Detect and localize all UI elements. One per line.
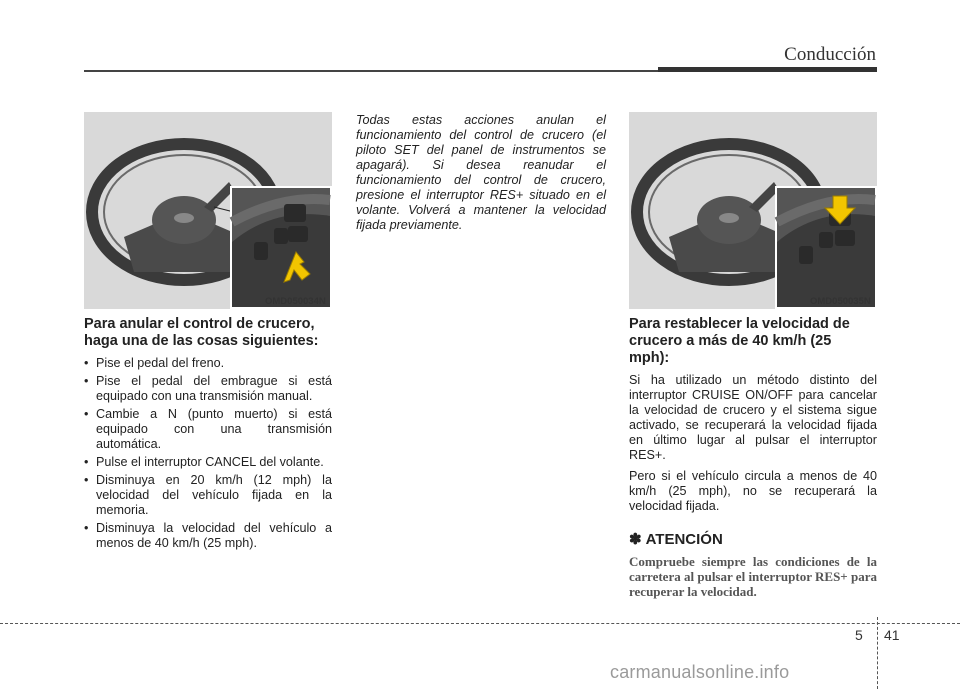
resume-paragraph: Pero si el vehículo circula a menos de 40 km/h (25 mph), no se recuperará la velocidad fijada. bbox=[629, 469, 877, 513]
list-item: • Pulse el interruptor CANCEL del volante. bbox=[84, 455, 332, 470]
resume-paragraph: Si ha utilizado un método distinto del interruptor CRUISE ON/OFF para cancelar la velocidad de crucero y el sistema sigue activado, se recuperará la velocidad fijada en último lugar al pulsar el interruptor RES+. bbox=[629, 373, 877, 462]
footer-rule bbox=[0, 623, 960, 624]
right-column bbox=[629, 316, 877, 599]
header-rule-accent bbox=[658, 67, 877, 72]
resume-heading: Para restablecer la velocidad de crucero a más de 40 km/h (25 mph): bbox=[629, 316, 850, 366]
warning-star-icon: ✽ bbox=[629, 531, 642, 548]
image-caption: OMD050035N bbox=[810, 296, 871, 307]
list-item: • Disminuya en 20 km/h (12 mph) la velocidad del vehículo fijada en la memoria. bbox=[84, 473, 332, 518]
steering-wheel-cancel-image bbox=[84, 112, 332, 309]
middle-column bbox=[356, 113, 606, 233]
chapter-number: 5 bbox=[855, 627, 863, 643]
cancel-note: Todas estas acciones anulan el funcionamiento del control de crucero (el piloto SET del panel de instrumentos se apagará). Si desea reanudar el funcionamiento del control de crucero, presione el interruptor RES+ situado en el volante. Volverá a mantener la velocidad fijada previamente. bbox=[356, 113, 606, 232]
left-column bbox=[84, 316, 332, 554]
list-item: • Disminuya la velocidad del vehículo a menos de 40 km/h (25 mph). bbox=[84, 521, 332, 551]
image-caption: OMD050034N bbox=[265, 296, 326, 307]
warning-title bbox=[629, 530, 877, 548]
footer-divider bbox=[877, 617, 878, 689]
watermark: carmanualsonline.info bbox=[610, 662, 790, 682]
cancel-list bbox=[84, 356, 332, 551]
section-title: Conducción bbox=[784, 44, 876, 65]
warning-body: Compruebe siempre las condiciones de la carretera al pulsar el interruptor RES+ para recuperar la velocidad. bbox=[629, 554, 877, 599]
header-rule bbox=[84, 70, 664, 72]
list-item: • Cambie a N (punto muerto) si está equipado con una transmisión automática. bbox=[84, 407, 332, 452]
steering-wheel-resume-image bbox=[629, 112, 877, 309]
warning-title-text: ATENCIÓN bbox=[645, 530, 723, 548]
list-item: • Pise el pedal del embrague si está equipado con una transmisión manual. bbox=[84, 374, 332, 404]
cancel-heading: Para anular el control de crucero, haga una de las cosas siguientes: bbox=[84, 316, 319, 349]
list-item: • Pise el pedal del freno. bbox=[84, 356, 332, 371]
page-number: 41 bbox=[884, 627, 900, 643]
